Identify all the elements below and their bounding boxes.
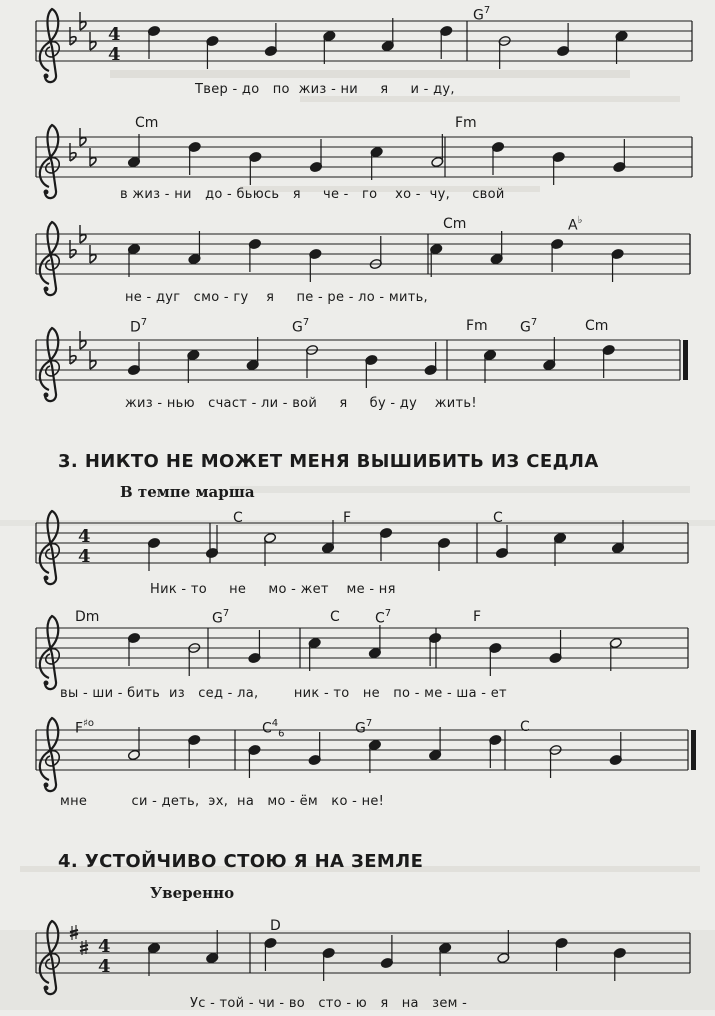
flat-sign-icon <box>70 240 76 258</box>
treble-clef-icon <box>40 125 59 198</box>
time-signature-bottom: 4 <box>108 44 121 65</box>
note <box>370 146 383 180</box>
lyric-line: Ус - той - чи - во сто - ю я на зем - <box>190 996 468 1011</box>
chord-name: A <box>568 217 578 234</box>
chord-name: Cm <box>443 216 467 232</box>
chord-name: Dm <box>75 609 100 625</box>
note <box>489 642 502 676</box>
lyric-line: не - дуг смо - гу я пе - ре - ло - мить, <box>125 290 428 305</box>
note <box>248 630 261 664</box>
note <box>308 637 321 671</box>
chord-symbol <box>520 318 537 336</box>
chord-symbol <box>466 318 488 334</box>
chord-name: C <box>375 610 385 627</box>
chord-name: F <box>473 609 482 625</box>
lyric-line: в жиз - ни до - бьюсь я че - го хо - чу, свой <box>120 187 505 202</box>
note <box>147 942 160 976</box>
note <box>188 141 201 175</box>
note <box>264 23 277 57</box>
note <box>491 141 504 175</box>
chord-symbol <box>330 609 340 625</box>
chord-name: F <box>75 720 84 737</box>
chord-name: Cm <box>135 115 159 131</box>
chord-symbol <box>455 115 477 131</box>
chord-name: Fm <box>466 318 488 334</box>
chord-symbol <box>262 719 285 739</box>
note <box>127 727 140 761</box>
chord-symbol <box>343 510 351 526</box>
note <box>248 744 261 778</box>
treble-clef-icon <box>40 616 59 689</box>
chord-symbol <box>473 609 481 625</box>
note <box>308 732 321 766</box>
chord-symbol <box>75 609 99 625</box>
song4-tempo: Уверенно <box>150 884 235 902</box>
chord-name: D <box>270 918 281 934</box>
note <box>368 625 381 659</box>
note <box>552 151 565 185</box>
song4-title: 4. УСТОЙЧИВО СТОЮ Я НА ЗЕМЛЕ <box>58 851 424 872</box>
note <box>309 248 322 282</box>
note <box>323 30 336 64</box>
flat-sign-icon <box>70 27 76 45</box>
note <box>424 342 437 376</box>
note <box>321 520 334 554</box>
note <box>147 537 160 571</box>
staff-system <box>36 234 690 274</box>
note <box>431 134 444 168</box>
chord-symbol <box>75 719 94 737</box>
treble-clef-icon <box>40 921 59 994</box>
chord-symbol <box>520 719 530 735</box>
note <box>127 632 140 666</box>
note <box>127 134 140 168</box>
chord-extension: 7 <box>302 317 310 328</box>
time-signature-top: 4 <box>98 936 111 957</box>
note <box>483 349 496 383</box>
note <box>188 734 201 768</box>
final-barline <box>691 730 696 770</box>
note <box>188 642 201 676</box>
note <box>206 930 219 964</box>
note <box>489 734 502 768</box>
note <box>497 930 510 964</box>
note <box>439 942 452 976</box>
chord-symbol <box>375 609 391 627</box>
note <box>430 243 443 277</box>
flat-sign-icon <box>70 346 76 364</box>
chord-name: C <box>330 609 340 625</box>
note <box>602 344 615 378</box>
chord-extension: 7 <box>483 5 491 16</box>
treble-clef-icon <box>40 718 59 791</box>
note <box>369 236 382 270</box>
song3-title: 3. НИКТО НЕ МОЖЕТ МЕНЯ ВЫШИБИТЬ ИЗ СЕДЛА <box>58 451 599 472</box>
time-signature-bottom: 4 <box>78 546 91 567</box>
note <box>309 139 322 173</box>
note <box>609 637 622 671</box>
note <box>440 25 453 59</box>
note <box>380 935 393 969</box>
chord-extension: 4 <box>271 718 279 729</box>
chord-symbol <box>233 510 243 526</box>
note <box>264 937 277 971</box>
chord-symbol <box>212 609 229 627</box>
note <box>543 337 556 371</box>
chord-symbol <box>135 115 158 131</box>
lyric-line: Твер - до по жиз - ни я и - ду, <box>195 82 455 97</box>
note <box>187 349 200 383</box>
lyric-line: мне си - деть, эх, на мо - ём ко - не! <box>60 794 385 809</box>
lyric-line: Ник - то не мо - жет ме - ня <box>150 582 396 597</box>
chord-extension: ♯o <box>83 718 95 729</box>
time-signature-top: 4 <box>78 526 91 547</box>
note <box>490 231 503 265</box>
note <box>206 35 219 69</box>
chord-symbol <box>130 318 147 336</box>
chord-name: G <box>292 319 303 336</box>
chord-symbol <box>473 6 490 24</box>
chord-extension: 7 <box>365 718 373 729</box>
note <box>322 947 335 981</box>
chord-bass-figure: 6 <box>278 728 285 740</box>
note <box>498 35 511 69</box>
chord-name: C <box>233 510 243 526</box>
note <box>551 238 564 272</box>
note <box>611 248 624 282</box>
note <box>437 537 450 571</box>
chord-extension: 7 <box>530 317 538 328</box>
chord-name: C <box>262 720 272 737</box>
note <box>381 18 394 52</box>
song3-tempo: В темпе марша <box>120 483 255 501</box>
note <box>305 344 318 378</box>
chord-name: G <box>212 610 223 627</box>
note <box>549 744 562 778</box>
note <box>147 25 160 59</box>
note <box>611 520 624 554</box>
note <box>429 727 442 761</box>
chord-symbol <box>585 318 608 334</box>
note <box>246 337 259 371</box>
chord-symbol <box>443 216 466 232</box>
note <box>127 243 140 277</box>
chord-extension: 7 <box>384 608 392 619</box>
final-barline <box>683 340 688 380</box>
chord-name: G <box>473 7 484 24</box>
staff-system <box>36 137 692 177</box>
chord-name: Fm <box>455 115 477 131</box>
chord-name: C <box>493 510 503 526</box>
chord-symbol <box>493 510 503 526</box>
note <box>248 238 261 272</box>
chord-name: G <box>520 319 531 336</box>
note <box>557 23 570 57</box>
chord-symbol <box>568 216 582 234</box>
note <box>495 525 508 559</box>
staff-system <box>36 523 688 563</box>
staff-system <box>36 21 692 61</box>
chord-symbol <box>355 719 372 737</box>
treble-clef-icon <box>40 511 59 584</box>
note <box>368 739 381 773</box>
treble-clef-icon <box>40 222 59 295</box>
note <box>263 532 276 566</box>
note <box>553 532 566 566</box>
note <box>188 231 201 265</box>
chord-symbol <box>292 318 309 336</box>
chord-extension: 7 <box>222 608 230 619</box>
note <box>613 947 626 981</box>
note <box>615 30 628 64</box>
note <box>365 354 378 388</box>
note <box>379 527 392 561</box>
note <box>205 525 218 559</box>
note <box>127 342 140 376</box>
chord-name: D <box>130 319 141 336</box>
treble-clef-icon <box>40 328 59 401</box>
lyric-line: жиз - нью счаст - ли - вой я бу - ду жить! <box>125 396 477 411</box>
flat-sign-icon <box>70 143 76 161</box>
treble-clef-icon <box>40 9 59 82</box>
lyric-line: вы - ши - бить из сед - ла, ник - то не по - ме - ша - ет <box>60 686 507 701</box>
chord-extension: ♭ <box>577 215 583 226</box>
note <box>429 632 442 666</box>
time-signature-bottom: 4 <box>98 956 111 977</box>
staff-system <box>36 933 690 973</box>
note <box>549 630 562 664</box>
chord-name: F <box>343 510 352 526</box>
note <box>613 139 626 173</box>
chord-extension: 7 <box>140 317 148 328</box>
chord-symbol <box>270 918 281 934</box>
chord-name: Cm <box>585 318 609 334</box>
note <box>555 937 568 971</box>
note <box>249 151 262 185</box>
chord-name: G <box>355 720 366 737</box>
note <box>609 732 622 766</box>
time-signature-top: 4 <box>108 24 121 45</box>
chord-name: C <box>520 719 530 735</box>
